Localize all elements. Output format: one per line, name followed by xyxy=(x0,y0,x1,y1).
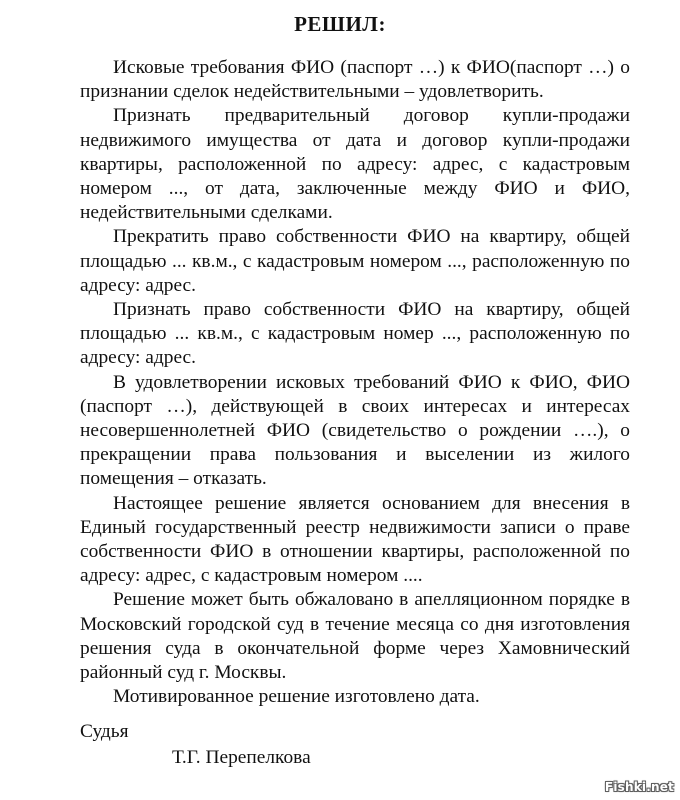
watermark-logo: Fishki.net xyxy=(604,780,674,794)
document-heading: РЕШИЛ: xyxy=(294,12,386,36)
paragraph-contracts-invalid: Признать предварительный договор купли-продажи недвижимого имущества от дата и договор купли-продажи квартиры, расположенной по адресу: адрес, с кадастровым номером ..., от дата, заключенные между ФИО и ФИО, недействительными сделками. xyxy=(80,105,630,224)
signature-role: Судья xyxy=(80,721,129,742)
paragraph-recognize-ownership: Признать право собственности ФИО на квартиру, общей площадью ... кв.м., с кадастровым номер ..., расположенную по адресу: адрес. xyxy=(80,299,630,369)
signature-name: Т.Г. Перепелкова xyxy=(172,747,311,768)
paragraph-appeal-procedure: Решение может быть обжаловано в апелляционном порядке в Московский городской суд в течение месяца со дня изготовления решения суда в окончательной форме через Хамовнический районный суд г. Москвы. xyxy=(80,589,630,684)
document-body xyxy=(80,56,630,709)
paragraph-claims-satisfied: Исковые требования ФИО (паспорт …) к ФИО(паспорт …) о признании сделок недействительными – удовлетворить. xyxy=(80,57,630,103)
paragraph-reasoned-decision: Мотивированное решение изготовлено дата. xyxy=(113,686,480,708)
paragraph-terminate-ownership: Прекратить право собственности ФИО на квартиру, общей площадью ... кв.м., с кадастровым номером ..., расположенную по адресу: адрес. xyxy=(80,226,630,296)
paragraph-counterclaim-denied: В удовлетворении исковых требований ФИО к ФИО, ФИО (паспорт …), действующей в своих интересах и интересах несовершеннолетней ФИО (свидетельство о рождении ….), о прекращении права пользования и выселении из жилого помещения – отказать. xyxy=(80,371,630,490)
paragraph-registry-basis: Настоящее решение является основанием для внесения в Единый государственный реестр недвижимости записи о праве собственности ФИО в отношении квартиры, расположенной по адресу: адрес, с кадастровым номером .... xyxy=(80,492,630,587)
